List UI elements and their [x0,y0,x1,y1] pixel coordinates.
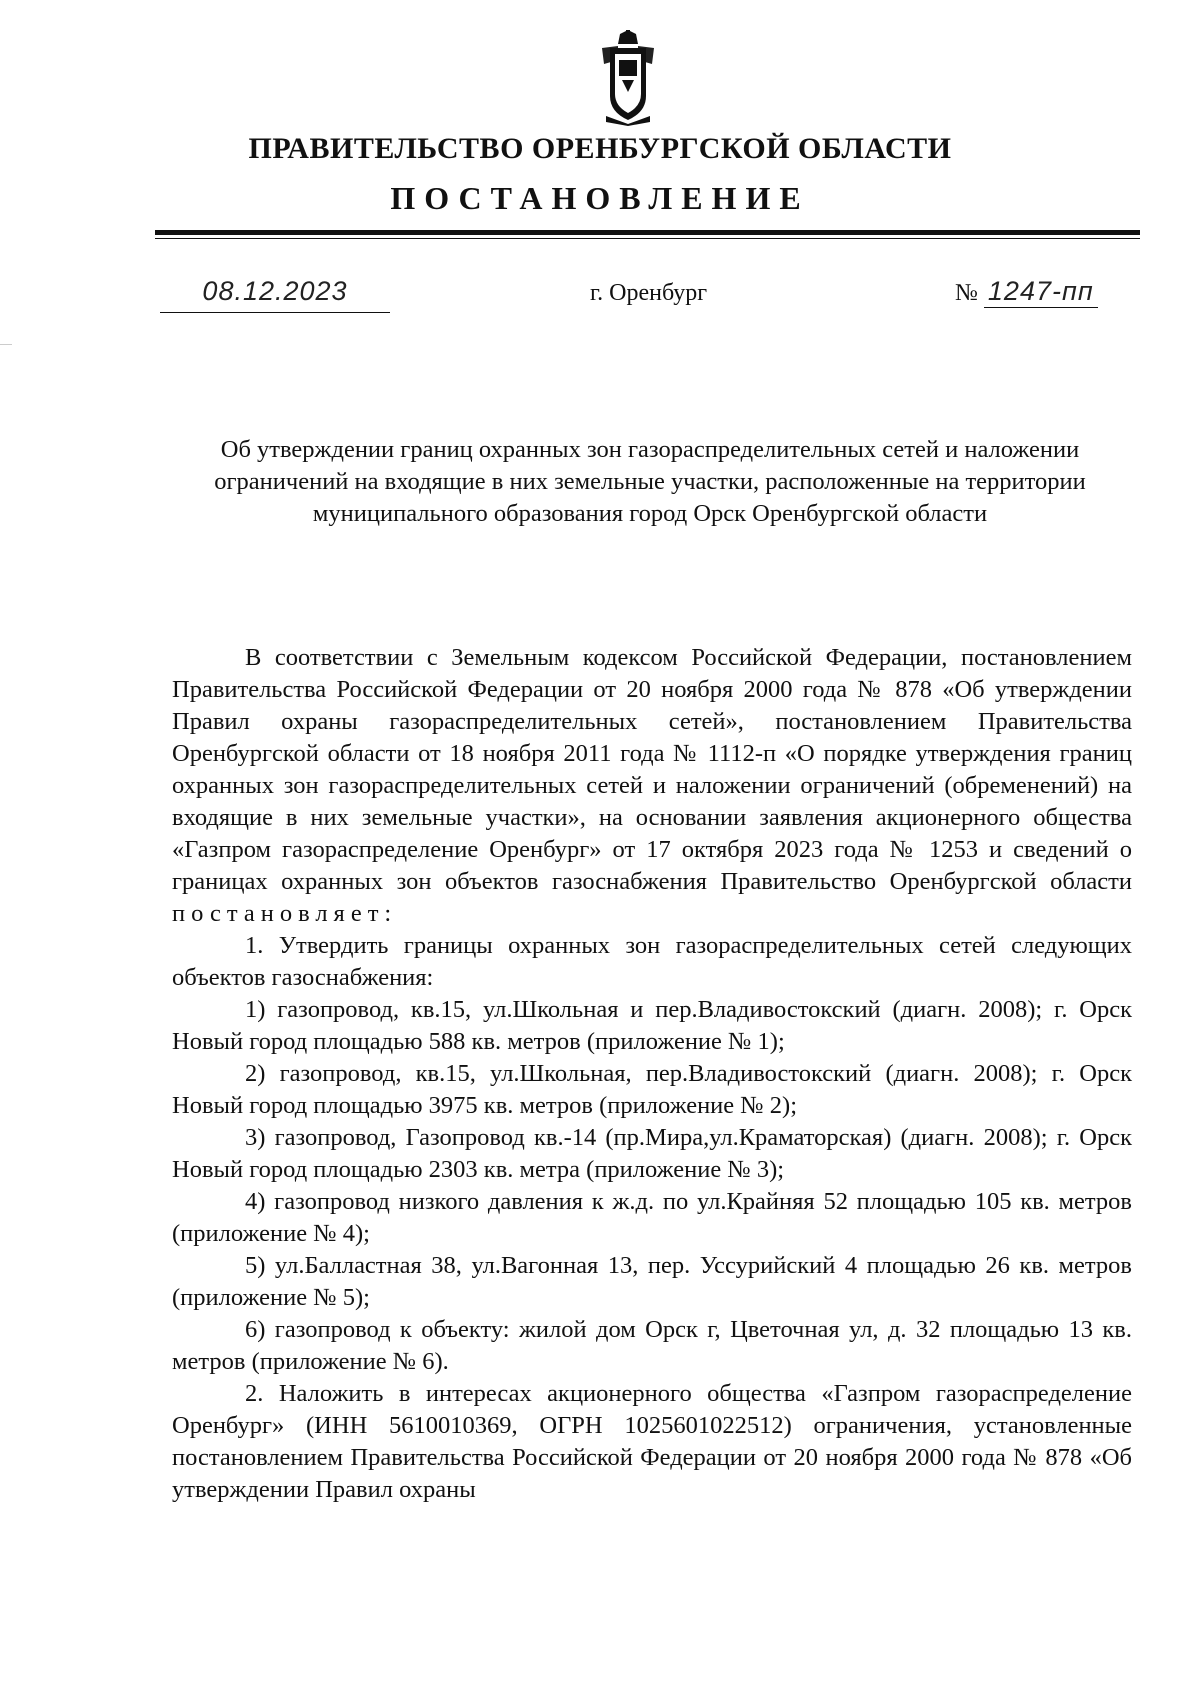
header-rule [155,230,1140,235]
document-date: 08.12.2023 [202,276,348,306]
document-title: Об утверждении границ охранных зон газораспределительных сетей и наложении ограничений на входящие в них земельные участки, расположенные на территории муниципального образования город Орск Оренбургской области [214,436,1086,527]
preamble-paragraph [172,642,1132,930]
header-rule-thin [155,238,1140,239]
preamble-text: В соответствии с Земельным кодексом Российской Федерации, постановлением Правительства Российской Федерации от 20 ноября 2000 года № 878 «Об утверждении Правил охраны газораспределительных сетей», постановлением Правительства Оренбургской области от 18 ноября 2011 года № 1112-п «О порядке утверждения границ охранных зон газораспределительных сетей и наложении ограничений (обременений) на входящие в них земельные участки», на основании заявления акционерного общества «Газпром газораспределение Оренбург» от 17 октября 2023 года № 1253 и сведений о границах охранных зон объектов газоснабжения Правительство Оренбургской области [172,644,1132,895]
document-number: 1247-пп [984,276,1098,308]
organization-name: ПРАВИТЕЛЬСТВО ОРЕНБУРГСКОЙ ОБЛАСТИ [248,132,952,165]
list-item: 3) газопровод, Газопровод кв.-14 (пр.Мира,ул.Краматорская) (диагн. 2008); г. Орск Новый город площадью 2303 кв. метра (приложение № 3); [172,1124,1132,1183]
document-number-field [955,276,1098,312]
list-item: 4) газопровод низкого давления к ж.д. по ул.Крайняя 52 площадью 105 кв. метров (приложение № 4); [172,1188,1132,1247]
coat-of-arms-icon [600,30,656,126]
paragraph-2: 2. Наложить в интересах акционерного общества «Газпром газораспределение Оренбург» (ИНН 5610010369, ОГРН 1025601022512) ограничения, установленные постановлением Правительства Российской Федерации от 20 ноября 2000 года № 878 «Об утверждении Правил охраны [172,1380,1132,1503]
list-item: 2) газопровод, кв.15, ул.Школьная, пер.Владивостокский (диагн. 2008); г. Орск Новый город площадью 3975 кв. метров (приложение № 2); [172,1060,1132,1119]
document-city: г. Оренбург [590,280,708,306]
document-number-prefix: № [955,280,978,306]
document-date-field [160,276,390,313]
paragraph-1: 1. Утвердить границы охранных зон газораспределительных сетей следующих объектов газоснабжения: [172,932,1132,991]
list-item: 1) газопровод, кв.15, ул.Школьная и пер.Владивостокский (диагн. 2008); г. Орск Новый город площадью 588 кв. метров (приложение № 1); [172,996,1132,1055]
preamble-verb: постановляет: [172,900,398,927]
margin-mark [0,344,12,345]
document-type: ПОСТАНОВЛЕНИЕ [390,180,810,216]
document-body [172,642,1132,1506]
list-item: 5) ул.Балластная 38, ул.Вагонная 13, пер. Уссурийский 4 площадью 26 кв. метров (приложение № 5); [172,1252,1132,1311]
list-item: 6) газопровод к объекту: жилой дом Орск г, Цветочная ул, д. 32 площадью 13 кв. метров (приложение № 6). [172,1316,1132,1375]
